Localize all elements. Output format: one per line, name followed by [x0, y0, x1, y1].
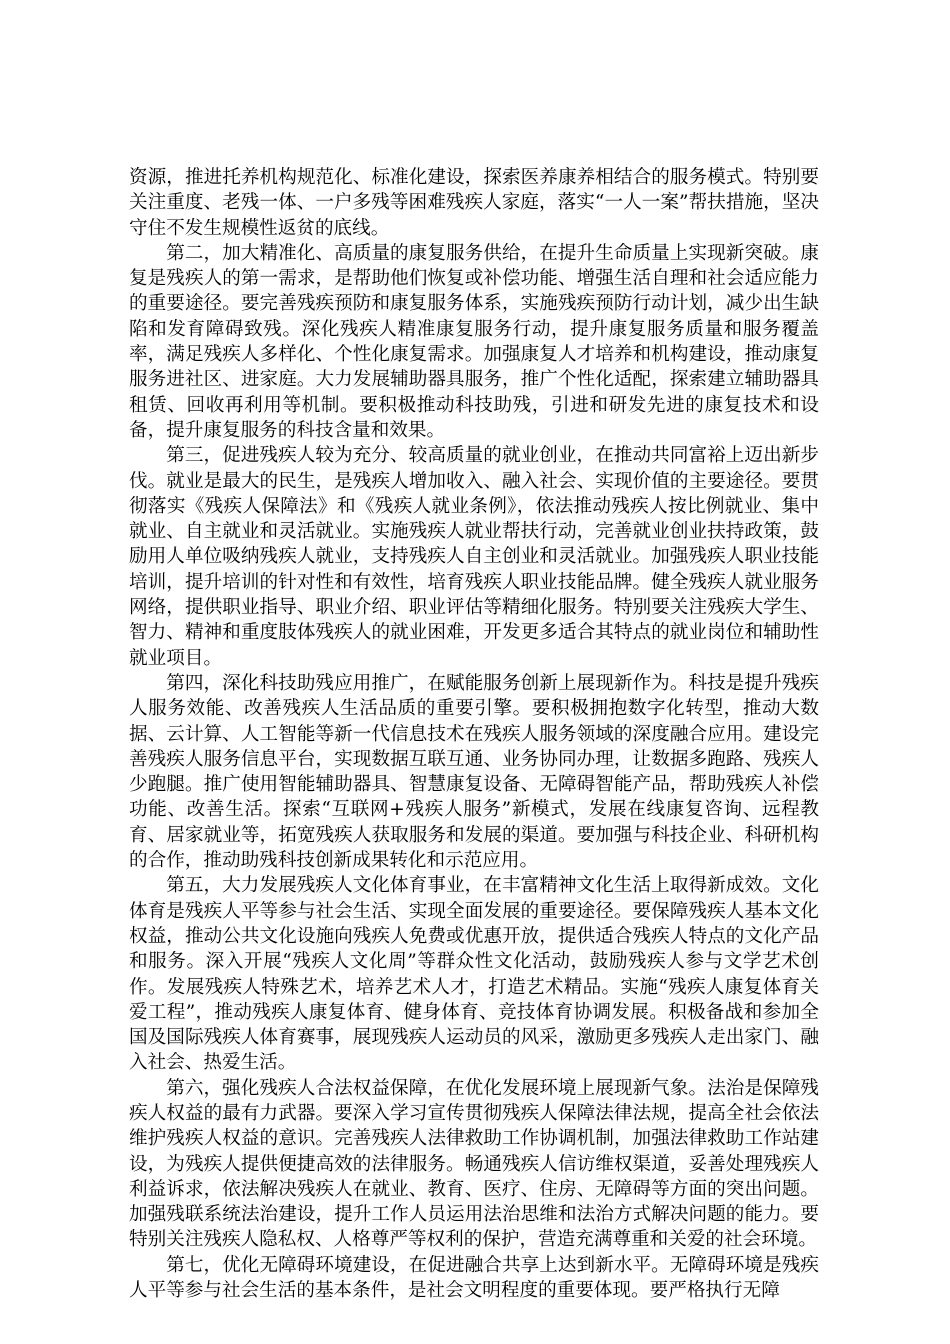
paragraph-fourth-technology: 第四，深化科技助残应用推广，在赋能服务创新上展现新作为。科技是提升残疾人服务效能、改善残疾人生活品质的重要引擎。要积极拥抱数字化转型，推动大数据、云计算、人工智能等新一代信息技术在残疾人服务领域的深度融合应用。建设完善残疾人服务信息平台，实现数据互联互通、业务协同办理，让数据多跑路、残疾人少跑腿。推广使用智能辅助器具、智慧康复设备、无障碍智能产品，帮助残疾人补偿功能、改善生活。探索“互联网+残疾人服务”新模式，发展在线康复咨询、远程教育、居家就业等，拓宽残疾人获取服务和发展的渠道。要加强与科技企业、科研机构的合作，推动助残科技创新成果转化和示范应用。 [129, 672, 819, 872]
paragraph-third-employment: 第三，促进残疾人较为充分、较高质量的就业创业，在推动共同富裕上迈出新步伐。就业是最大的民生，是残疾人增加收入、融入社会、实现价值的主要途径。要贯彻落实《残疾人保障法》和《残疾人就业条例》，依法推动残疾人按比例就业、集中就业、自主就业和灵活就业。实施残疾人就业帮扶行动，完善就业创业扶持政策，鼓励用人单位吸纳残疾人就业，支持残疾人自主创业和灵活就业。加强残疾人职业技能培训，提升培训的针对性和有效性，培育残疾人职业技能品牌。健全残疾人就业服务网络，提供职业指导、职业介绍、职业评估等精细化服务。特别要关注残疾大学生、智力、精神和重度肢体残疾人的就业困难，开发更多适合其特点的就业岗位和辅助性就业项目。 [129, 445, 819, 669]
paragraph-seventh-accessibility: 第七，优化无障碍环境建设，在促进融合共享上达到新水平。无障碍环境是残疾人平等参与社会生活的基本条件，是社会文明程度的重要体现。要严格执行无障 [129, 1254, 819, 1302]
paragraph-fifth-culture-sports: 第五，大力发展残疾人文化体育事业，在丰富精神文化生活上取得新成效。文化体育是残疾人平等参与社会生活、实现全面发展的重要途径。要保障残疾人基本文化权益，推动公共文化设施向残疾人免费或优惠开放，提供适合残疾人特点的文化产品和服务。深入开展“残疾人文化周”等群众性文化活动，鼓励残疾人参与文学艺术创作。发展残疾人特殊艺术，培养艺术人才，打造艺术精品。实施“残疾人康复体育关爱工程”，推动残疾人康复体育、健身体育、竞技体育协调发展。积极备战和参加全国及国际残疾人体育赛事，展现残疾人运动员的风采，激励更多残疾人走出家门、融入社会、热爱生活。 [129, 875, 819, 1074]
paragraph-sixth-rights: 第六，强化残疾人合法权益保障，在优化发展环境上展现新气象。法治是保障残疾人权益的最有力武器。要深入学习宣传贯彻残疾人保障法律法规，提高全社会依法维护残疾人权益的意识。完善残疾人法律救助工作协调机制，加强法律救助工作站建设，为残疾人提供便捷高效的法律服务。畅通残疾人信访维权渠道，妥善处理残疾人利益诉求，依法解决残疾人在就业、教育、医疗、住房、无障碍等方面的突出问题。加强残联系统法治建设，提升工作人员运用法治思维和法治方式解决问题的能力。要特别关注残疾人隐私权、人格尊严等权利的保护，营造充满尊重和关爱的社会环境。 [129, 1077, 819, 1251]
paragraph-second-rehabilitation: 第二，加大精准化、高质量的康复服务供给，在提升生命质量上实现新突破。康复是残疾人的第一需求，是帮助他们恢复或补偿功能、增强生活自理和社会适应能力的重要途径。要完善残疾预防和康复服务体系，实施残疾预防行动计划，减少出生缺陷和发育障碍致残。深化残疾人精准康复服务行动，提升康复服务质量和服务覆盖率，满足残疾人多样化、个性化康复需求。加强康复人才培养和机构建设，推动康复服务进社区、进家庭。大力发展辅助器具服务，推广个性化适配，探索建立辅助器具租赁、回收再利用等机制。要积极推动科技助残，引进和研发先进的康复技术和设备，提升康复服务的科技含量和效果。 [129, 242, 819, 441]
document-body [129, 165, 819, 1303]
paragraph-continuation: 资源，推进托养机构规范化、标准化建设，探索医养康养相结合的服务模式。特别要关注重度、老残一体、一户多残等困难残疾人家庭，落实“一人一案”帮扶措施，坚决守住不发生规模性返贫的底线。 [129, 167, 819, 239]
